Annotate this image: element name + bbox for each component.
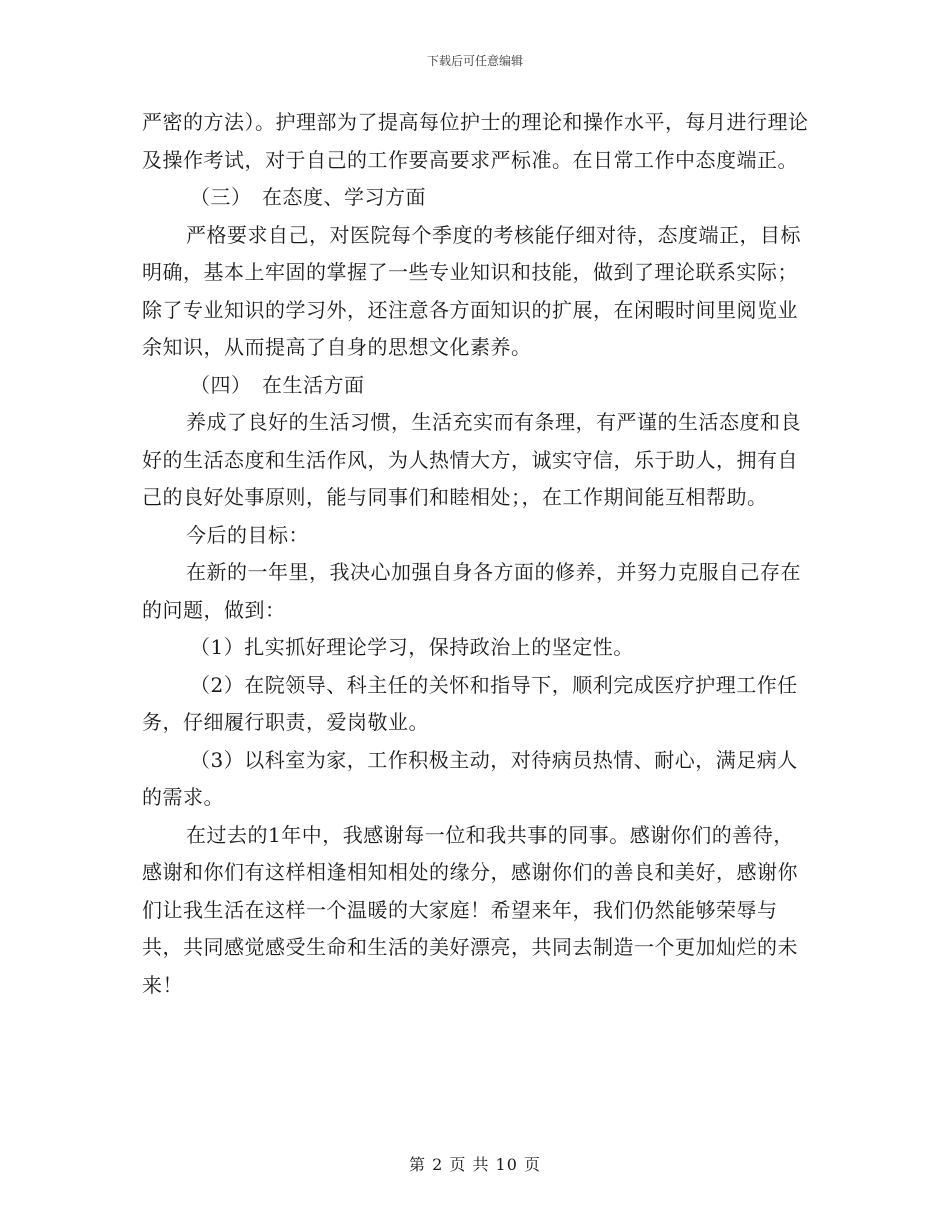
- paragraph-life: 养成了良好的生活习惯，生活充实而有条理，有严谨的生活态度和良好的生活态度和生活作风，为人热情大方，诚实守信，乐于助人，拥有自己的良好处事原则，能与同事们和睦相处；，在工作期间能互相帮助。: [142, 410, 801, 509]
- goals-heading: 今后的目标：: [186, 522, 309, 547]
- paragraph-closing: 在过去的1年中，我感谢每一位和我共事的同事。感谢你们的善待，感谢和你们有这样相逢相知相处的缘分，感谢你们的善良和美好，感谢你们让我生活在这样一个温暖的大家庭！希望来年，我们仍然能够荣辱与共，共同感觉感受生命和生活的美好漂亮，共同去制造一个更加灿烂的未来！: [142, 822, 798, 997]
- paragraph-continuation: 严密的方法）。护理部为了提高每位护士的理论和操作水平，每月进行理论及操作考试，对于自己的工作要高要求严标准。在日常工作中态度端正。: [142, 110, 809, 172]
- document-body: [142, 104, 810, 1004]
- paragraph-goals-intro: 在新的一年里，我决心加强自身各方面的修养，并努力克服自己存在的问题，做到：: [142, 560, 801, 622]
- goal-item-3: （3）以科室为家，工作积极主动，对待病员热情、耐心，满足病人的需求。: [142, 747, 798, 809]
- section-heading-life: （四） 在生活方面: [190, 372, 365, 397]
- goal-item-2: （2）在院领导、科主任的关怀和指导下，顺利完成医疗护理工作任务，仔细履行职责，爱岗敬业。: [142, 672, 798, 734]
- section-heading-attitude-study: （三） 在态度、学习方面: [190, 185, 426, 209]
- page-number: 第 2 页 共 10 页: [409, 1155, 541, 1174]
- paragraph-attitude-study: 严格要求自己，对医院每个季度的考核能仔细对待，态度端正，目标明确，基本上牢固的掌握了一些专业知识和技能，做到了理论联系实际；除了专业知识的学习外，还注意各方面知识的扩展，在闲暇时间里阅览业余知识，从而提高了自身的思想文化素养。: [142, 222, 801, 359]
- goal-item-1: （1）扎实抓好理论学习，保持政治上的坚定性。: [190, 635, 634, 659]
- page-header-note: 下载后可任意编辑: [426, 54, 523, 68]
